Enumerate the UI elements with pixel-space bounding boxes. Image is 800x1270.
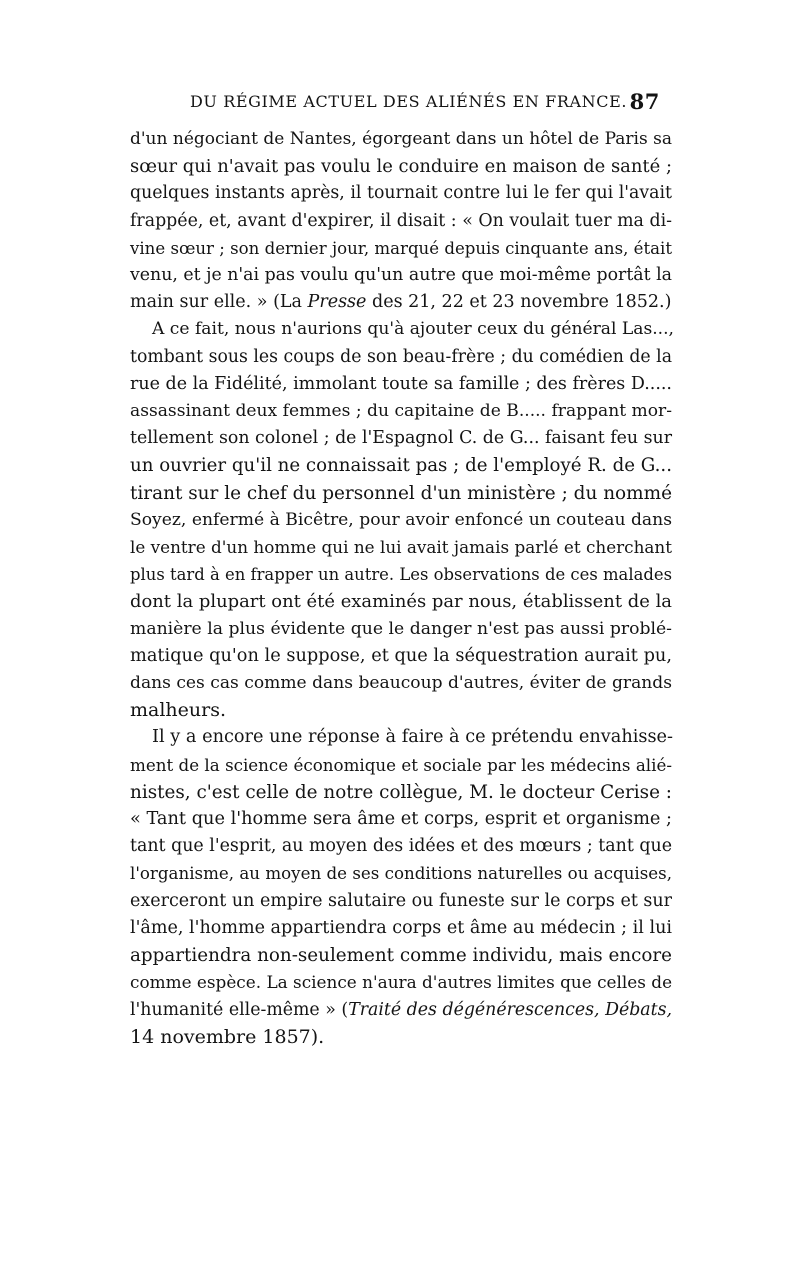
italic-title: Presse — [307, 292, 367, 313]
text-line: tellement son colonel ; de l'Espagnol C. de G... faisant feu sur — [130, 428, 672, 449]
paragraph-1 — [130, 126, 672, 316]
text-line: dans ces cas comme dans beaucoup d'autres, éviter de grands — [130, 673, 672, 694]
text-line: exerceront un empire salutaire ou funeste sur le corps et sur — [130, 890, 673, 911]
text-line: plus tard à en frapper un autre. Les observations de ces malades — [130, 565, 672, 585]
text-fragment: l'humanité elle-même » ( — [130, 999, 349, 1020]
text-line: le ventre d'un homme qui ne lui avait jamais parlé et cherchant — [130, 537, 672, 558]
text-line: malheurs. — [130, 699, 227, 722]
page-number: 87 — [629, 89, 660, 114]
text-line: assassinant deux femmes ; du capitaine de B..... frappant mor- — [130, 401, 672, 422]
text-line: nistes, c'est celle de notre collègue, M. le docteur Cerise : — [130, 781, 672, 803]
text-line: sœur qui n'avait pas voulu le conduire en maison de santé ; — [130, 156, 672, 178]
text-line: tombant sous les coups de son beau-frère ; du comédien de la — [130, 346, 672, 367]
text-line: l'organisme, au moyen de ses conditions naturelles ou acquises, — [130, 864, 672, 884]
text-line: matique qu'on le suppose, et que la séquestration aurait pu, — [130, 645, 672, 666]
text-line: Soyez, enfermé à Bicêtre, pour avoir enfoncé un couteau dans — [130, 509, 672, 530]
text-line: A ce fait, nous n'aurions qu'à ajouter ceux du général Las..., — [152, 319, 674, 340]
text-line: l'âme, l'homme appartiendra corps et âme au médecin ; il lui — [130, 917, 672, 938]
text-line: rue de la Fidélité, immolant toute sa famille ; des frères D..... — [130, 373, 672, 394]
text-line — [130, 289, 672, 316]
italic-citation: Traité des dégénérescences, Débats, — [348, 999, 673, 1020]
text-line: Il y a encore une réponse à faire à ce prétendu envahisse- — [152, 727, 674, 748]
text-line: 14 novembre 1857). — [130, 1025, 325, 1048]
text-line: appartiendra non-seulement comme individu, mais encore — [130, 945, 672, 967]
text-line: comme espèce. La science n'aura d'autres limites que celles de — [130, 972, 673, 993]
running-head: DU RÉGIME ACTUEL DES ALIÉNÉS EN FRANCE. — [190, 92, 628, 111]
text-line: quelques instants après, il tournait contre lui le fer qui l'avait — [130, 183, 672, 204]
text-line: venu, et je n'ai pas voulu qu'un autre que moi-même portât la — [130, 265, 672, 286]
text-fragment: des 21, 22 et 23 novembre 1852.) — [366, 292, 672, 313]
text-line: d'un négociant de Nantes, égorgeant dans un hôtel de Paris sa — [130, 129, 672, 149]
text-line: dont la plupart ont été examinés par nous, établissent de la — [130, 591, 672, 613]
text-line: manière la plus évidente que le danger n'est pas aussi problé- — [130, 618, 672, 639]
text-line: ment de la science économique et sociale par les médecins alié- — [130, 754, 672, 775]
paragraph-3 — [130, 724, 672, 1050]
text-fragment: main sur elle. » (La — [130, 292, 308, 313]
body-text — [130, 126, 672, 1051]
text-line — [130, 997, 672, 1024]
text-line: « Tant que l'homme sera âme et corps, esprit et organisme ; — [130, 809, 672, 830]
text-line: vine sœur ; son dernier jour, marqué depuis cinquante ans, était — [130, 238, 672, 258]
text-line: tant que l'esprit, au moyen des idées et des mœurs ; tant que — [130, 836, 672, 857]
text-line: tirant sur le chef du personnel d'un ministère ; du nommé — [130, 482, 672, 504]
text-line: frappée, et, avant d'expirer, il disait : « On voulait tuer ma di- — [130, 210, 672, 231]
paragraph-2 — [130, 316, 672, 724]
text-line: un ouvrier qu'il ne connaissait pas ; de l'employé R. de G... — [130, 455, 672, 477]
